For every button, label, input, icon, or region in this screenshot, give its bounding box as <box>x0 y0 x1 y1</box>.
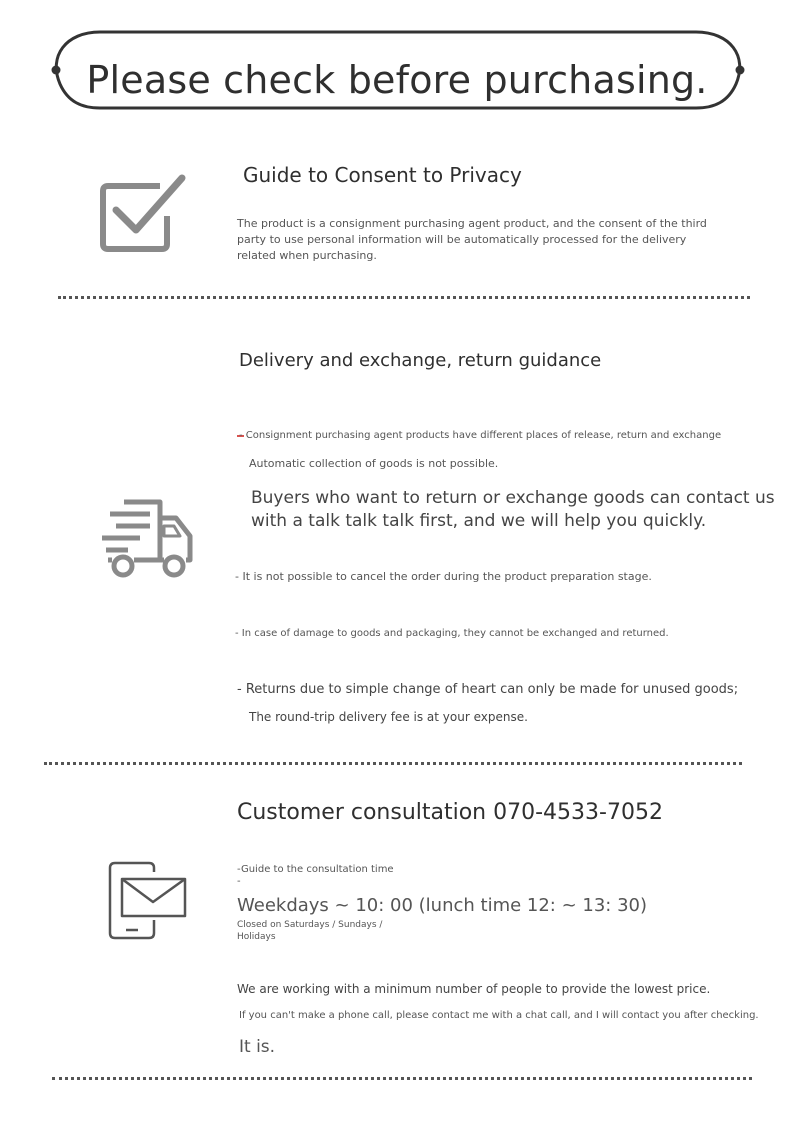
privacy-title: Guide to Consent to Privacy <box>243 163 522 187</box>
consultation-info-3: It is. <box>239 1037 276 1057</box>
privacy-body-line-3: related when purchasing. <box>237 249 377 262</box>
phone-mail-icon <box>106 860 192 942</box>
delivery-note-4: - In case of damage to goods and packaging, they cannot be exchanged and returned. <box>235 628 669 639</box>
checkbox-icon <box>98 172 188 252</box>
consultation-closed-1: Closed on Saturdays / Sundays / <box>237 920 383 930</box>
delivery-note-5: - Returns due to simple change of heart can only be made for unused goods; <box>237 682 739 697</box>
consultation-hours: Weekdays ~ 10: 00 (lunch time 12: ~ 13: 30) <box>237 895 648 916</box>
delivery-note-6: The round-trip delivery fee is at your expense. <box>249 710 528 724</box>
delivery-truck-icon <box>98 496 194 580</box>
page-title: Please check before purchasing. <box>86 58 708 102</box>
section-divider-2 <box>44 762 742 765</box>
section-divider-3 <box>52 1077 752 1080</box>
section-divider-1 <box>58 296 750 299</box>
consultation-info-2: If you can't make a phone call, please contact me with a chat call, and I will contact you after checking. <box>239 1010 759 1021</box>
privacy-body-line-1: The product is a consignment purchasing agent product, and the consent of the third <box>237 217 707 230</box>
consultation-guide: -Guide to the consultation time <box>237 864 394 875</box>
consultation-title: Customer consultation 070-4533-7052 <box>237 800 663 825</box>
delivery-note-1: - Consignment purchasing agent products have different places of release, return and exchange <box>239 430 722 441</box>
consultation-dash: - <box>237 876 241 887</box>
delivery-highlight-line-1: Buyers who want to return or exchange goods can contact us <box>251 488 775 508</box>
delivery-note-2: Automatic collection of goods is not possible. <box>249 457 499 470</box>
delivery-note-3: - It is not possible to cancel the order during the product preparation stage. <box>235 570 652 583</box>
consultation-info-1: We are working with a minimum number of people to provide the lowest price. <box>237 982 711 996</box>
delivery-highlight-line-2: with a talk talk talk first, and we will help you quickly. <box>251 511 707 531</box>
delivery-title: Delivery and exchange, return guidance <box>239 350 602 371</box>
privacy-body-line-2: party to use personal information will be automatically processed for the delivery <box>237 233 687 246</box>
consultation-closed-2: Holidays <box>237 932 276 942</box>
